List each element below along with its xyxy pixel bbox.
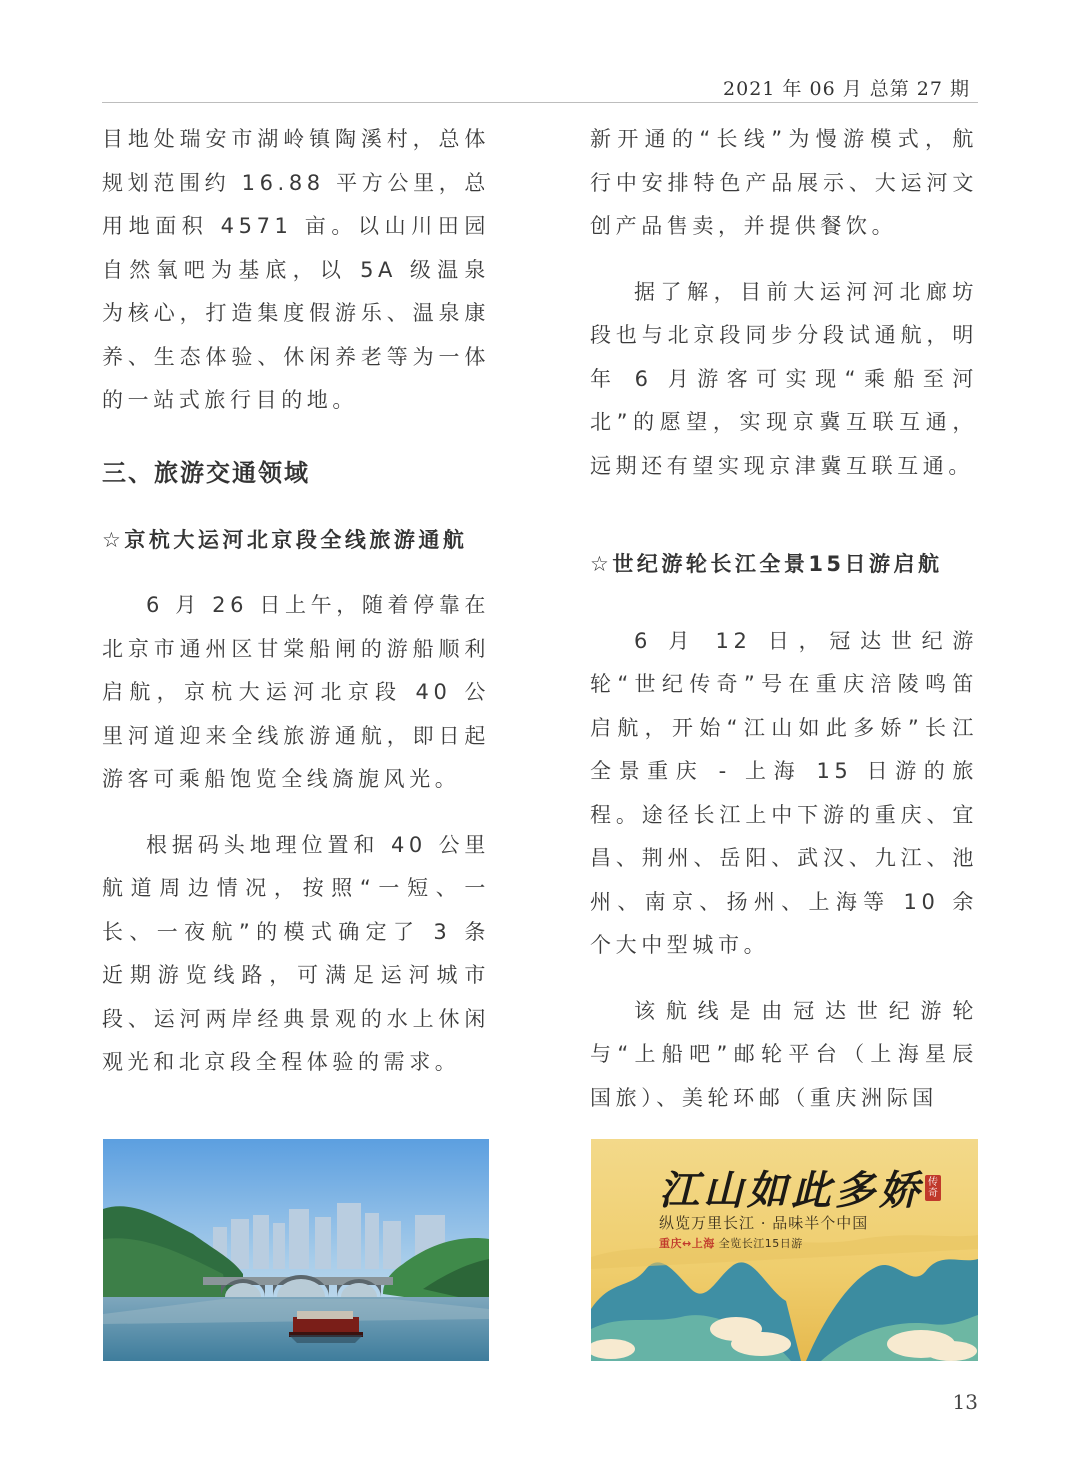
poster-subtitle: 纵览万里长江 · 品味半个中国 bbox=[659, 1214, 869, 1232]
left-paragraph-3: 根据码头地理位置和 40 公里航道周边情况，按照“一短、一长、一夜航”的模式确定了 3 条近期游览线路，可满足运河城市段、运河两岸经典景观的水上休闲观光和北京段全程体验的需求。 bbox=[102, 832, 490, 1074]
section-heading: 三、旅游交通领域 bbox=[102, 458, 310, 487]
poster-route-cities: 重庆↔上海 bbox=[659, 1237, 715, 1250]
left-paragraph-1: 目地处瑞安市湖岭镇陶溪村，总体规划范围约 16.88 平方公里，总用地面积 4571 亩。以山川田园自然氧吧为基底，以 5A 级温泉为核心，打造集度假游乐、温泉康养、生态体验、休闲养老等为一体的一站式旅行目的地。 bbox=[102, 127, 490, 412]
right-paragraph-1: 新开通的“长线”为慢游模式，航行中安排特色产品展示、大运河文创产品售卖，并提供餐饮。 bbox=[590, 127, 978, 238]
right-paragraph-3: 6 月 12 日，冠达世纪游轮“世纪传奇”号在重庆涪陵鸣笛启航，开始“江山如此多娇”长江全景重庆 - 上海 15 日游的旅程。途径长江上中下游的重庆、宜昌、荆州、岳阳、武汉、九江、池州、南京、扬州、上海等 10 余个大中型城市。 bbox=[590, 628, 978, 957]
subheading-yangtze-cruise: ☆世纪游轮长江全景15日游启航 bbox=[590, 552, 943, 576]
grand-canal-photo-image bbox=[103, 1139, 489, 1361]
page-header bbox=[102, 74, 978, 103]
issue-label: 2021 年 06 月 总第 27 期 bbox=[723, 78, 970, 100]
right-paragraph-2: 据了解，目前大运河河北廊坊段也与北京段同步分段试通航，明年 6 月游客可实现“乘船至河北”的愿望，实现京冀互联互通，远期还有望实现京津冀互联互通。 bbox=[590, 279, 978, 478]
left-column bbox=[102, 118, 490, 1085]
poster-title: 江山如此多娇 bbox=[659, 1167, 923, 1214]
cruise-poster bbox=[591, 1139, 978, 1361]
right-paragraph-4: 该航线是由冠达世纪游轮与“上船吧”邮轮平台（上海星辰国旅）、美轮环邮（重庆洲际国 bbox=[590, 998, 978, 1110]
poster-seal: 传奇 bbox=[925, 1175, 941, 1201]
poster-route bbox=[659, 1235, 803, 1251]
left-paragraph-2: 6 月 26 日上午，随着停靠在北京市通州区甘棠船闸的游船顺利启航，京杭大运河北京段 40 公里河道迎来全线旅游通航，即日起游客可乘船饱览全线旖旎风光。 bbox=[102, 593, 490, 791]
subheading-grand-canal: ☆京杭大运河北京段全线旅游通航 bbox=[102, 527, 468, 552]
page-number: 13 bbox=[952, 1390, 978, 1414]
grand-canal-photo bbox=[103, 1139, 489, 1361]
poster-route-desc: 全览长江15日游 bbox=[718, 1237, 803, 1250]
right-column bbox=[590, 118, 978, 1121]
